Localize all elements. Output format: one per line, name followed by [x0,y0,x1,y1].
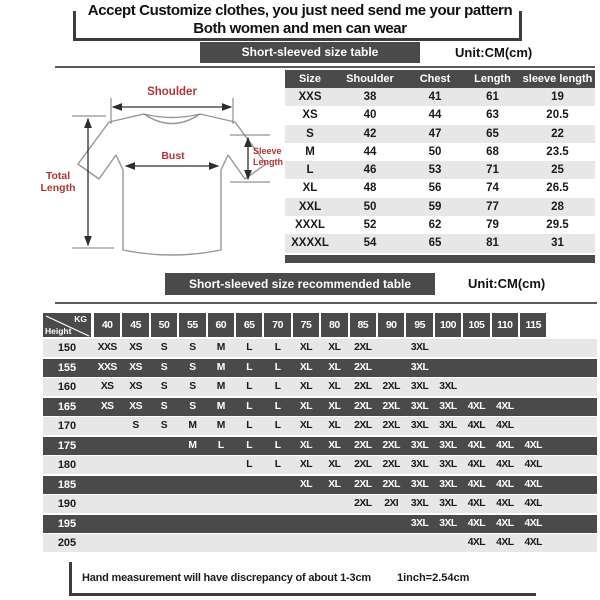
rec-size-cell: 2XL [382,478,400,490]
sleeve-length-label-line2: Length [253,157,283,167]
measure-arrows [88,107,248,245]
rec-size-cell: 4XL [496,439,514,451]
page-header [0,2,600,37]
rec-table-body [43,339,597,552]
size-column-header: sleeve length [522,73,593,85]
rec-size-cell: S [160,381,168,393]
sleeve-length-label-line1: Sleeve [253,146,282,156]
rec-size-cell: 2XL [382,439,400,451]
rec-size-cell: L [274,439,281,451]
rec-size-cell: XXS [97,342,117,353]
height-label: 185 [57,478,77,491]
size-cell-value: 19 [551,91,564,103]
rec-size-cell: S [189,381,196,393]
size-cell-value: 65 [428,237,442,250]
weight-header-cell: 65 [236,313,262,337]
rec-size-cell: 4XL [496,517,514,529]
rec-size-cell: XL [328,459,341,471]
size-table-bottom-bar [285,255,595,263]
rec-size-cell: 4XL [467,498,486,510]
rec-size-cell: 4XL [496,537,514,549]
rec-size-cell: 4XL [524,478,542,490]
rec-size-cell: XS [129,361,142,373]
rec-size-cell: 2XL [382,381,400,393]
total-length-label-line2: Length [40,182,76,194]
size-cell-value: 81 [486,237,499,250]
rec-size-cell: XS [129,342,142,353]
size-cell-label: XXXL [294,219,326,232]
rec-table-row [43,398,597,416]
rec-size-cell: L [274,420,281,432]
size-cell-label: XXXXL [291,237,329,250]
rec-size-cell: 4XL [524,439,542,451]
rec-size-cell: 2XL [354,420,372,432]
size-cell-value: 48 [363,182,377,195]
size-table-row [285,88,595,106]
rec-table-row [43,437,597,455]
rec-size-cell: 3XL [439,420,457,432]
weight-header-cell: 105 [463,313,489,337]
rec-size-cell: 3XL [410,420,429,432]
size-cell-value: 59 [428,200,442,213]
size-cell-value: 50 [363,200,377,213]
weight-header-cell: 95 [406,313,432,337]
measurement-discrepancy-note: Hand measurement will have discrepancy of about 1-3cm [82,571,371,584]
rec-table-row [43,339,597,357]
section2-unit-label: Unit:CM(cm) [468,276,546,291]
rec-table-row [43,476,597,494]
rec-size-cell: 2XL [382,420,400,432]
weight-header-cell: 70 [264,313,290,337]
size-cell-value: 46 [363,164,377,177]
height-label: 190 [57,498,77,511]
rec-size-cell: 4XL [496,478,514,490]
rec-size-cell: L [274,459,281,471]
rec-size-cell: 2XL [354,342,372,353]
size-cell-value: 44 [363,145,377,158]
rec-size-cell: L [274,381,281,393]
rec-size-cell: S [160,361,168,373]
rec-size-cell: 3XL [410,517,429,529]
weight-header-cell: 110 [492,313,518,337]
rec-size-cell: M [216,342,225,353]
size-cell-value: 42 [363,127,377,140]
weight-header-cell: 55 [179,313,205,337]
rec-size-cell: 4XL [524,517,542,529]
rec-size-cell: XL [299,361,313,373]
height-label: 180 [57,459,77,472]
rec-size-cell: 2XI [384,498,399,510]
size-cell-value: 26.5 [546,182,569,195]
rec-size-cell: L [246,420,253,432]
rec-size-cell: L [274,400,281,412]
rec-size-cell: S [132,420,139,432]
corner-height-label: Height [45,326,72,336]
rec-size-cell: 4XL [467,420,486,432]
size-cell-value: 63 [486,109,499,122]
rec-size-cell: XL [328,400,341,412]
rec-table-row [43,417,597,435]
rec-table-row [43,534,597,552]
section2-divider [55,302,597,304]
rec-size-cell: 3XL [410,498,429,510]
size-cell-label: M [305,145,315,158]
size-cell-label: XXS [298,91,322,103]
rec-table-header [43,313,597,339]
rec-size-cell: M [188,420,197,432]
size-cell-value: 56 [428,182,442,195]
rec-size-cell: 2XL [382,459,400,471]
rec-size-cell: 3XL [410,459,429,471]
size-cell-value: 31 [551,237,564,250]
size-cell-value: 44 [428,109,442,122]
rec-size-cell: L [246,342,253,353]
size-cell-value: 53 [428,164,442,177]
size-column-header: Size [298,73,321,85]
height-label: 205 [57,537,77,550]
rec-size-cell: XL [299,342,313,353]
rec-size-cell: XL [299,478,313,490]
size-cell-value: 41 [428,91,442,103]
rec-size-cell: XXS [97,361,117,373]
rec-size-cell: 3XL [410,381,429,393]
rec-size-cell: XL [299,381,313,393]
rec-size-cell: 4XL [496,498,514,510]
rec-table-row [43,495,597,513]
rec-size-cell: 4XL [467,517,486,529]
rec-size-cell: 4XL [467,478,486,490]
height-label: 195 [57,517,77,530]
size-column-header: Shoulder [346,73,394,85]
rec-size-cell: 3XL [439,381,457,393]
tshirt-measurement-diagram [32,78,287,273]
rec-size-cell: L [246,400,253,412]
rec-size-cell: XL [328,361,341,373]
size-table-row [285,161,595,179]
rec-size-cell: 3XL [439,478,457,490]
inch-conversion-note: 1inch=2.54cm [396,571,470,584]
rec-size-cell: XL [299,400,313,412]
rec-size-cell: 4XL [467,439,486,451]
size-table-header [285,70,595,88]
section1-divider [55,66,595,68]
rec-size-cell: 4XL [467,459,486,471]
rec-size-cell: XL [328,478,341,490]
size-cell-value: 52 [363,219,377,232]
rec-table-row [43,456,597,474]
rec-size-cell: XL [328,439,341,451]
rec-size-cell: XL [299,459,313,471]
rec-size-cell: S [189,361,196,373]
size-cell-label: S [306,127,314,140]
rec-size-cell: XL [328,420,341,432]
rec-size-cell: 2XL [354,400,372,412]
rec-size-cell: 2XL [354,439,372,451]
corner-kg-label: KG [74,314,87,324]
rec-size-cell: 4XL [496,459,514,471]
size-table-row [285,216,595,234]
rec-size-cell: 4XL [524,498,542,510]
size-table-row [285,143,595,161]
weight-header-cell: 90 [378,313,404,337]
size-table-row [285,179,595,197]
rec-size-cell: 4XL [467,400,486,412]
rec-size-cell: S [160,400,168,412]
rec-size-cell: 3XL [439,400,457,412]
rec-size-cell: M [216,381,225,393]
recommended-size-table [43,313,597,554]
rec-table-row [43,359,597,377]
weight-header-cell: 60 [208,313,234,337]
shoulder-label: Shoulder [147,86,197,98]
rec-size-cell: XL [299,420,313,432]
size-column-header: Length [474,73,511,85]
size-cell-value: 79 [486,219,499,232]
rec-size-cell: L [217,439,224,451]
size-cell-value: 20.5 [546,109,569,122]
size-cell-value: 28 [551,200,564,213]
size-cell-label: XXL [298,200,322,213]
rec-size-cell: XS [100,400,114,412]
size-cell-label: XL [302,182,318,195]
weight-header-cell: 75 [293,313,319,337]
size-cell-value: 40 [363,109,377,122]
rec-size-cell: 2XL [354,498,372,510]
rec-size-cell: L [246,381,253,393]
rec-size-cell: 3XL [410,361,429,373]
size-cell-label: L [306,164,314,177]
size-cell-value: 74 [486,182,499,195]
rec-size-cell: XL [328,342,341,353]
bust-label: Bust [161,150,185,162]
rec-size-cell: XL [299,439,313,451]
size-table-row [285,106,595,124]
rec-size-cell: L [246,439,253,451]
kg-height-corner-cell [43,313,91,337]
rec-size-cell: 4XL [524,459,542,471]
rec-size-cell: M [188,439,197,451]
rec-size-cell: 4XL [467,537,486,549]
height-label: 165 [57,400,77,413]
rec-size-cell: L [246,361,253,373]
height-label: 155 [57,361,77,374]
size-cell-value: 71 [486,164,499,177]
weight-header-cell: 40 [94,313,120,337]
rec-table-row [43,378,597,396]
size-table [285,70,595,263]
size-cell-value: 47 [428,127,442,140]
rec-size-cell: XL [328,381,341,393]
rec-size-cell: 3XL [410,439,429,451]
size-cell-value: 54 [363,237,377,250]
size-cell-label: XS [302,109,318,122]
rec-size-cell: 3XL [439,439,457,451]
size-table-row [285,234,595,252]
size-cell-value: 25 [551,164,564,177]
rec-size-cell: S [189,400,196,412]
rec-size-cell: 4XL [496,420,514,432]
rec-size-cell: 3XL [410,400,429,412]
total-length-label-line1: Total [45,170,71,182]
rec-size-cell: 2XL [382,400,400,412]
rec-size-cell: 2XL [354,381,372,393]
size-cell-value: 77 [486,200,499,213]
footer-note-bracket [69,562,536,596]
height-label: 160 [57,381,77,394]
weight-header-cell: 80 [321,313,347,337]
size-cell-value: 50 [428,145,442,158]
rec-size-cell: L [274,342,281,353]
weight-header-cell: 45 [122,313,148,337]
rec-table-row [43,515,597,533]
size-cell-value: 61 [486,91,499,103]
size-table-row [285,198,595,216]
rec-size-cell: 3XL [439,498,457,510]
rec-size-cell: XS [100,381,114,393]
header-line1: Accept Customize clothes, you just need send me your pattern [87,2,513,19]
size-cell-value: 38 [363,91,377,103]
weight-header-cell: 85 [350,313,376,337]
rec-size-cell: S [160,420,168,432]
rec-size-cell: XS [129,400,142,412]
height-label: 175 [57,439,77,452]
rec-size-cell: M [216,400,225,412]
weight-header-cell: 50 [151,313,177,337]
rec-size-cell: 3XL [410,478,429,490]
size-cell-value: 68 [486,145,499,158]
size-cell-value: 29.5 [546,219,569,232]
rec-size-cell: M [216,361,225,373]
weight-header-cell: 100 [435,313,461,337]
section2-title: Short-sleeved size recommended table [165,273,435,295]
rec-size-cell: 2XL [354,459,372,471]
rec-size-cell: 3XL [439,517,457,529]
height-label: 150 [57,342,77,354]
weight-header-cell: 115 [520,313,546,337]
size-cell-value: 23.5 [546,145,569,158]
rec-size-cell: 2XL [354,478,372,490]
rec-size-cell: S [160,342,168,353]
size-cell-value: 65 [486,127,499,140]
rec-size-cell: 4XL [524,537,542,549]
size-table-body [285,88,595,253]
rec-size-cell: 4XL [496,400,514,412]
size-cell-value: 62 [428,219,442,232]
size-table-row [285,125,595,143]
rec-size-cell: 3XL [410,342,429,353]
size-column-header: Chest [419,73,451,85]
section1-unit-label: Unit:CM(cm) [455,45,533,60]
height-label: 170 [57,420,77,433]
rec-size-cell: XS [129,381,142,393]
header-line2: Both women and men can wear [193,19,407,37]
rec-size-cell: S [189,342,196,353]
rec-size-cell: L [274,361,281,373]
size-cell-value: 22 [551,127,564,140]
rec-size-cell: L [246,459,253,471]
section1-title: Short-sleeved size table [200,42,420,63]
rec-size-cell: 2XL [354,361,372,373]
rec-size-cell: 3XL [439,459,457,471]
rec-size-cell: M [216,420,225,432]
